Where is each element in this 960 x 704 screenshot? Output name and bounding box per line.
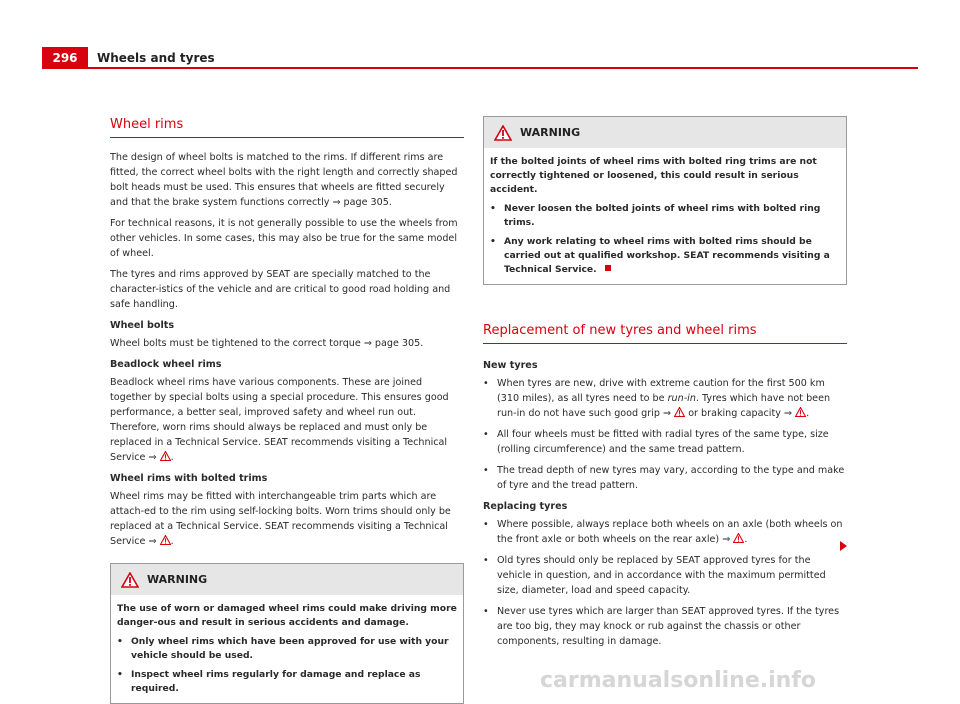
subheading-new-tyres: New tyres: [483, 360, 538, 371]
list-item: • Never use tyres which are larger than SEAT approved tyres. If the tyres are too big, they may knock or rub against the chassis or other components, resulting in damage.: [483, 606, 840, 647]
left-column: [110, 116, 464, 704]
header-rule: [42, 67, 918, 69]
warning-box: [483, 116, 847, 285]
warning-bullet: • Any work relating to wheel rims with bolted rims should be carried out at qualified workshop. SEAT recommends visiting a Technical Service.: [490, 236, 830, 275]
chapter-title: Wheels and tyres: [97, 51, 215, 65]
warning-box: [110, 563, 464, 704]
continue-arrow-icon: [840, 541, 847, 551]
paragraph: Wheel rims may be fitted with interchangeable trim parts which are attach-ed to the rim using self-locking bolts. Worn trims should only be replaced at a Technical Service. SEAT recommends visiting a Technical Service ⇒ .: [110, 491, 451, 547]
list-item: • When tyres are new, drive with extreme caution for the first 500 km (310 miles), as all tyres need to be run-in. Tyres which have not been run-in do not have such good grip ⇒ or braking capacity ⇒ .: [483, 378, 831, 419]
warning-header: [111, 564, 463, 595]
paragraph: Beadlock wheel rims have various components. These are joined together by special bolts using a special procedure. This ensures good performance, a better seal, improved safety and wheel run out. Therefore, worn rims should always be replaced and must only be replaced in a Technical Service. SEAT recommends visiting a Technical Service ⇒ .: [110, 377, 449, 463]
section-title-wheel-rims: Wheel rims: [110, 116, 464, 138]
warning-body: [111, 595, 463, 703]
list-item: • Old tyres should only be replaced by SEAT approved tyres for the vehicle in question, and in accordance with the maximum permitted size, diameter, load and speed capacity.: [483, 555, 826, 596]
list-item: • The tread depth of new tyres may vary, according to the type and make of tyre and the tread pattern.: [483, 465, 845, 491]
warning-icon: [674, 407, 685, 417]
warning-title: WARNING: [520, 126, 581, 139]
warning-bullet: • Never loosen the bolted joints of wheel rims with bolted ring trims.: [490, 203, 821, 228]
subheading-wheel-bolts: Wheel bolts: [110, 320, 175, 331]
list-item: • Where possible, always replace both wheels on an axle (both wheels on the front axle or both wheels on the rear axle) ⇒ .: [483, 519, 843, 545]
right-column: [483, 116, 847, 655]
warning-title: WARNING: [147, 573, 208, 586]
paragraph: Wheel bolts must be tightened to the correct torque ⇒ page 305.: [110, 338, 424, 349]
warning-bullet: • Only wheel rims which have been approved for use with your vehicle should be used.: [117, 636, 449, 661]
list-item: • All four wheels must be fitted with radial tyres of the same type, size (rolling circumference) and the same tread pattern.: [483, 429, 829, 455]
warning-icon: [733, 533, 744, 543]
warning-intro: If the bolted joints of wheel rims with bolted ring trims are not correctly tightened or loosened, this could result in serious accident.: [490, 156, 817, 195]
subheading-bolted-trims: Wheel rims with bolted trims: [110, 473, 268, 484]
warning-header: [484, 117, 846, 148]
warning-icon: [121, 572, 139, 588]
warning-intro: The use of worn or damaged wheel rims could make driving more danger-ous and result in serious accidents and damage.: [117, 603, 457, 628]
watermark: carmanualsonline.info: [540, 668, 816, 693]
warning-bullet: • Inspect wheel rims regularly for damage and replace as required.: [117, 669, 421, 694]
paragraph: The design of wheel bolts is matched to the rims. If different rims are fitted, the correct wheel bolts with the right length and correctly shaped bolt heads must be used. This ensures that wheels are fitted securely and that the brake system functions correctly ⇒ page 305.: [110, 152, 458, 208]
subheading-beadlock: Beadlock wheel rims: [110, 359, 222, 370]
warning-icon: [160, 535, 171, 545]
warning-icon: [494, 125, 512, 141]
warning-icon: [795, 407, 806, 417]
section-title-replacement: Replacement of new tyres and wheel rims: [483, 322, 847, 344]
end-of-section-mark: [605, 265, 611, 271]
paragraph: The tyres and rims approved by SEAT are specially matched to the character-istics of the vehicle and are critical to good road holding and safe handling.: [110, 269, 451, 310]
warning-body: [484, 148, 846, 284]
paragraph: For technical reasons, it is not generally possible to use the wheels from other vehicles. In some cases, this may also be true for the same model of wheel.: [110, 218, 458, 259]
subheading-replacing-tyres: Replacing tyres: [483, 501, 568, 512]
warning-icon: [160, 451, 171, 461]
page-number: 296: [42, 47, 88, 68]
